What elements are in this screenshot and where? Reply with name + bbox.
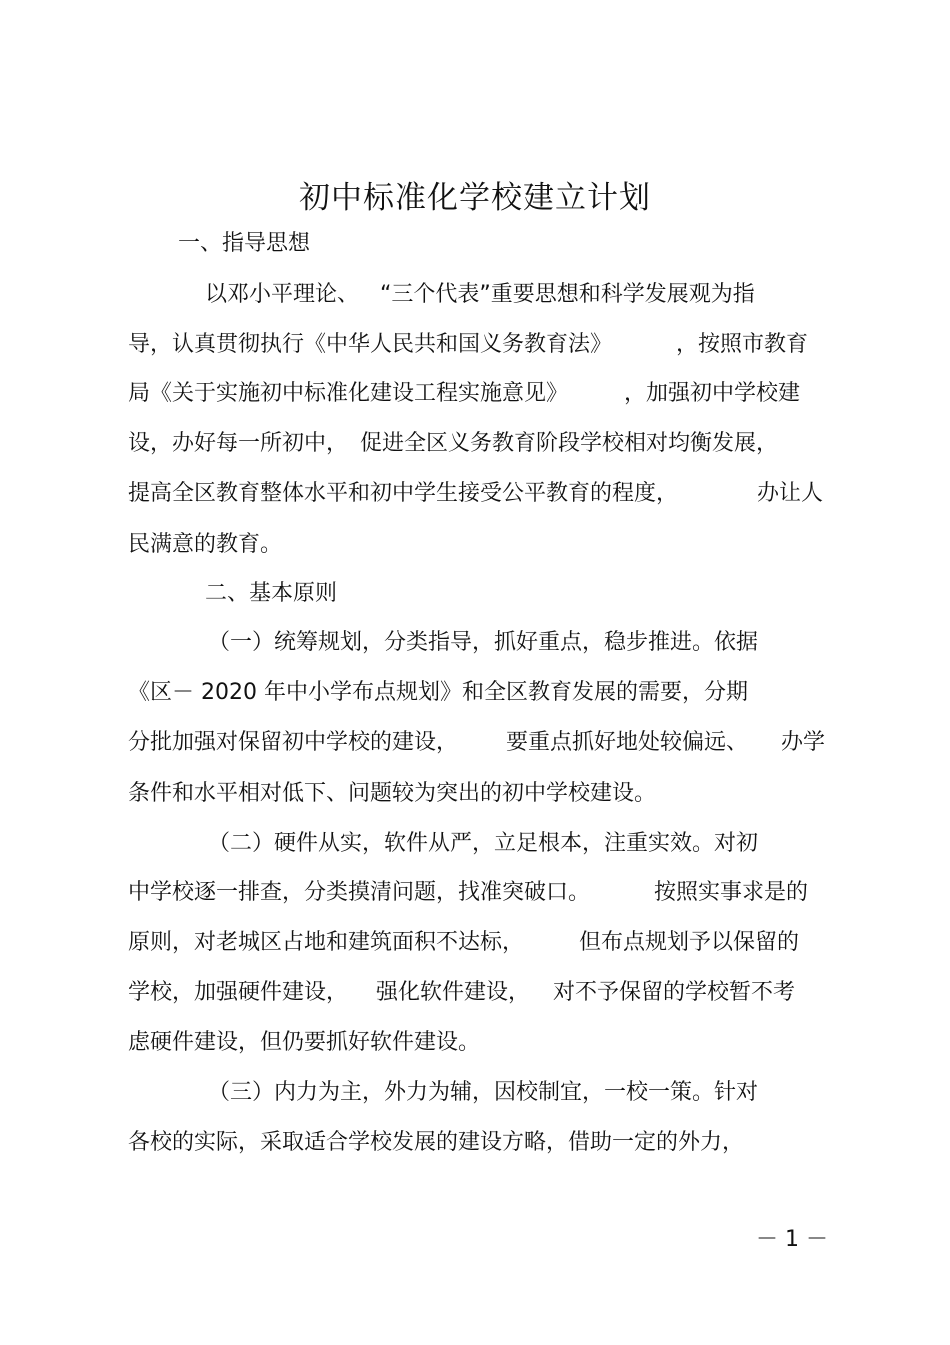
document-title: 初中标准化学校建立计划 — [299, 180, 651, 216]
page-number: － 1 － — [756, 1227, 828, 1252]
